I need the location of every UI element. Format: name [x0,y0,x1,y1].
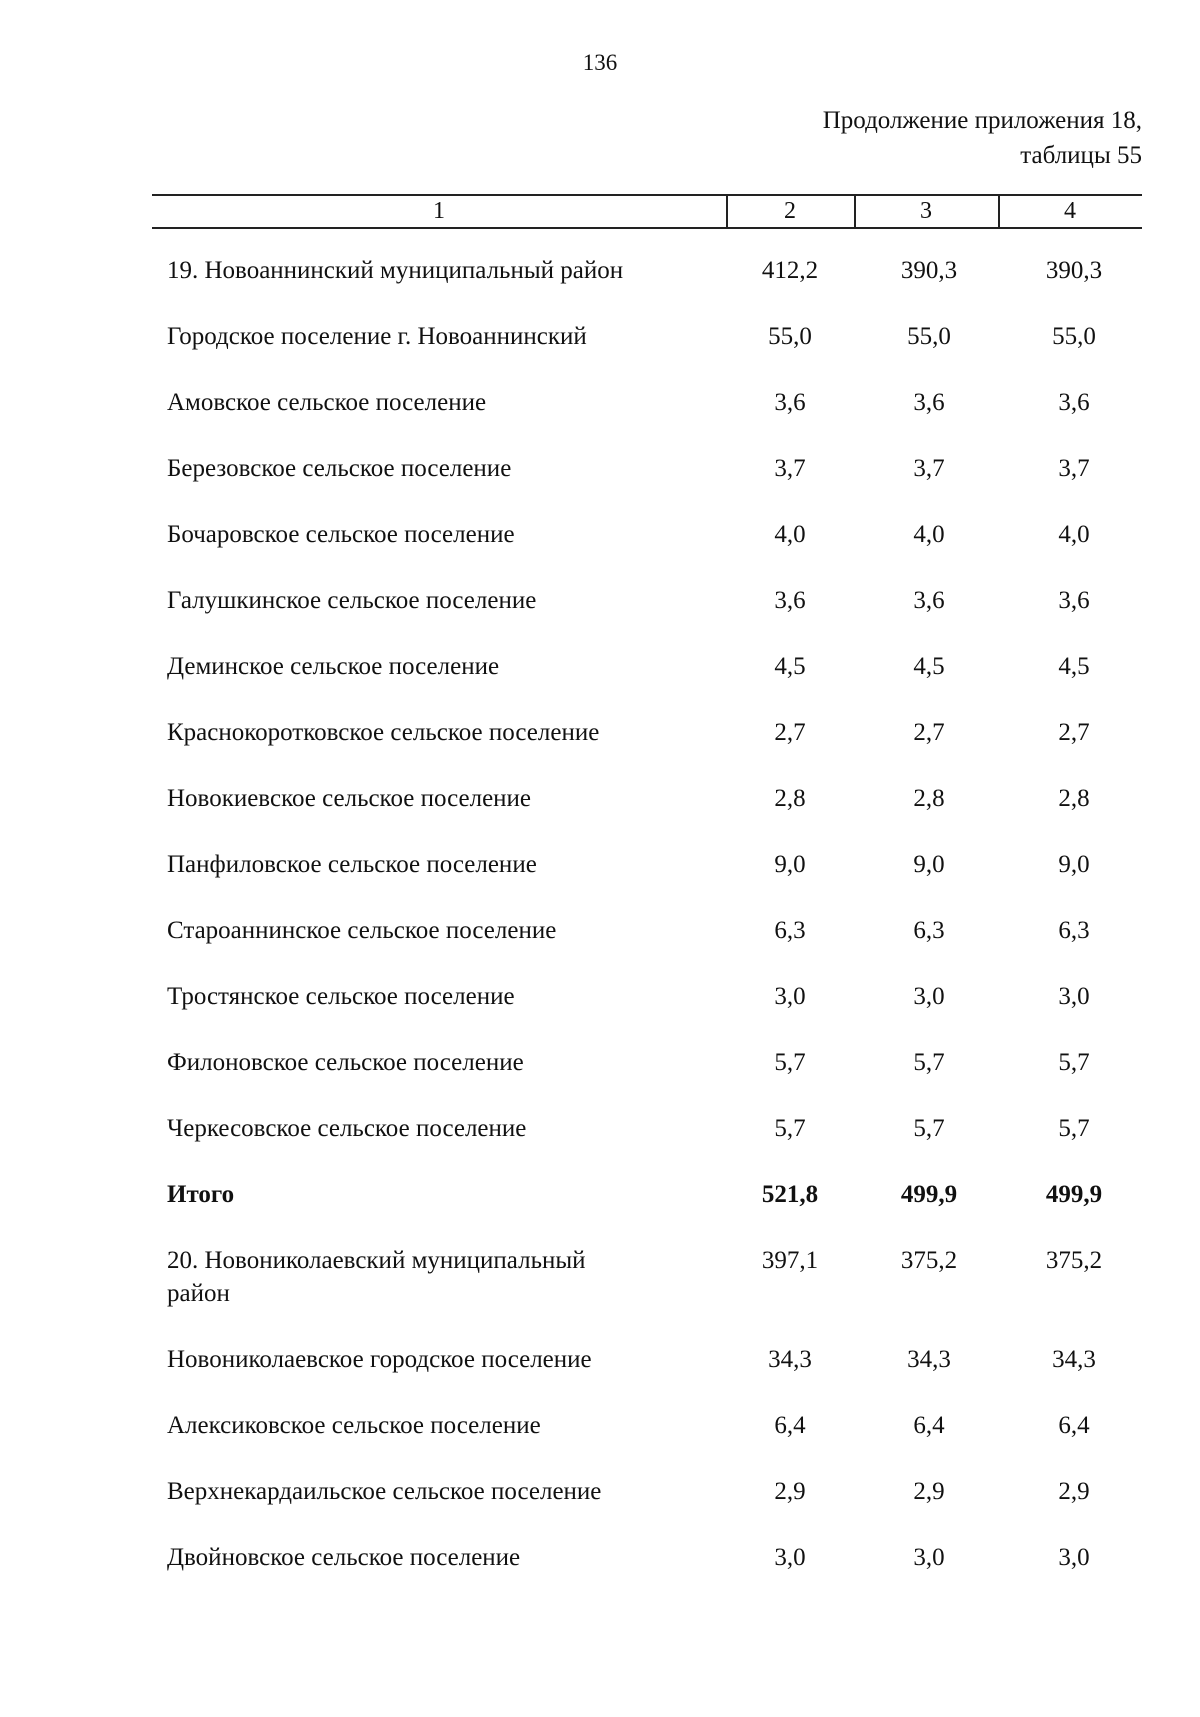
table-row [0,440,1200,506]
row-value-col3: 3,0 [913,1544,945,1571]
row-value-col3: 34,3 [907,1346,951,1373]
row-value-col2: 4,0 [774,521,806,548]
row-value-col2: 3,6 [774,587,806,614]
row-value-col2: 412,2 [761,257,819,284]
row-name: Староаннинское сельское поселение [167,917,557,944]
row-value-col3: 3,6 [913,587,945,614]
row-name: Новокиевское сельское поселение [167,785,532,812]
column-header-1: 1 [433,198,445,224]
row-value-col2: 3,7 [774,455,806,482]
row-value-col4: 5,7 [1058,1115,1090,1142]
continuation-note-line-1: Продолжение приложения 18, [822,107,1142,134]
table-row [0,572,1200,638]
row-name: Амовское сельское поселение [167,389,487,416]
row-value-col4: 3,0 [1058,1544,1090,1571]
row-name: Верхнекардаильское сельское поселение [167,1478,602,1505]
row-value-col4: 2,7 [1058,719,1090,746]
table-row [0,836,1200,902]
row-value-col2: 2,9 [774,1478,806,1505]
row-value-col2: 34,3 [768,1346,812,1373]
row-value-col3: 2,8 [913,785,945,812]
table-header [152,194,1142,229]
row-name: Березовское сельское поселение [167,455,512,482]
table-row [0,770,1200,836]
row-value-col3: 499,9 [900,1181,958,1208]
row-value-col4: 34,3 [1052,1346,1096,1373]
continuation-note-line-2: таблицы 55 [1020,142,1142,169]
table-row [0,308,1200,374]
row-value-col3: 5,7 [913,1049,945,1076]
table-row [0,638,1200,704]
row-name: 19. Новоаннинский муниципальный район [167,257,624,284]
row-value-col4: 375,2 [1045,1247,1103,1274]
row-value-col2: 3,6 [774,389,806,416]
row-value-col4: 390,3 [1045,257,1103,284]
row-value-col3: 2,9 [913,1478,945,1505]
table-row [0,242,1200,308]
row-value-col2: 55,0 [768,323,812,350]
row-value-col2: 3,0 [774,983,806,1010]
table-row [0,374,1200,440]
row-value-col3: 3,0 [913,983,945,1010]
row-name: Двойновское сельское поселение [167,1544,521,1571]
row-value-col4: 6,4 [1058,1412,1090,1439]
row-value-col3: 4,5 [913,653,945,680]
row-value-col2: 4,5 [774,653,806,680]
table-row [0,1331,1200,1397]
table-row [0,1397,1200,1463]
row-value-col4: 4,0 [1058,521,1090,548]
table-row [0,968,1200,1034]
column-header-4: 4 [1064,198,1076,224]
total-row [0,1166,1200,1232]
row-value-col3: 4,0 [913,521,945,548]
row-value-col4: 55,0 [1052,323,1096,350]
row-value-col4: 3,6 [1058,587,1090,614]
row-value-col4: 3,7 [1058,455,1090,482]
row-value-col3: 390,3 [900,257,958,284]
table-row [0,902,1200,968]
column-header-2: 2 [784,198,796,224]
row-value-col3: 6,4 [913,1412,945,1439]
table-row [0,506,1200,572]
row-value-col4: 499,9 [1045,1181,1103,1208]
row-name: Краснокоротковское сельское поселение [167,719,600,746]
row-value-col4: 5,7 [1058,1049,1090,1076]
table-row [0,1529,1200,1595]
row-name: Новониколаевское городское поселение [167,1346,592,1373]
table-row [0,704,1200,770]
row-value-col2: 5,7 [774,1115,806,1142]
row-value-col2: 2,7 [774,719,806,746]
row-value-col2: 521,8 [761,1181,819,1208]
row-name: Галушкинское сельское поселение [167,587,537,614]
row-value-col3: 55,0 [907,323,951,350]
row-value-col3: 3,6 [913,389,945,416]
row-value-col4: 3,0 [1058,983,1090,1010]
row-value-col2: 397,1 [761,1247,819,1274]
row-value-col3: 9,0 [913,851,945,878]
row-value-col2: 9,0 [774,851,806,878]
page-number: 136 [582,50,618,75]
table-row [0,1034,1200,1100]
row-value-col4: 2,8 [1058,785,1090,812]
row-value-col3: 6,3 [913,917,945,944]
row-value-col4: 2,9 [1058,1478,1090,1505]
row-name: Филоновское сельское поселение [167,1049,524,1076]
row-value-col4: 4,5 [1058,653,1090,680]
table-row [0,1100,1200,1166]
row-name: Городское поселение г. Новоаннинский [167,323,587,350]
row-value-col4: 6,3 [1058,917,1090,944]
row-value-col2: 6,4 [774,1412,806,1439]
row-value-col2: 5,7 [774,1049,806,1076]
row-value-col4: 9,0 [1058,851,1090,878]
row-value-col3: 375,2 [900,1247,958,1274]
row-value-col4: 3,6 [1058,389,1090,416]
row-value-col2: 3,0 [774,1544,806,1571]
row-name: Бочаровское сельское поселение [167,521,515,548]
row-value-col3: 3,7 [913,455,945,482]
table-body [0,242,1200,1595]
row-name: Панфиловское сельское поселение [167,851,537,878]
column-header-3: 3 [920,198,932,224]
row-value-col2: 2,8 [774,785,806,812]
row-value-col2: 6,3 [774,917,806,944]
row-value-col3: 5,7 [913,1115,945,1142]
row-name: Алексиковское сельское поселение [167,1412,541,1439]
row-name: Итого [167,1181,235,1208]
row-name: Деминское сельское поселение [167,653,500,680]
row-name: 20. Новониколаевский муниципальный район [167,1247,586,1307]
row-name: Черкесовское сельское поселение [167,1115,527,1142]
row-value-col3: 2,7 [913,719,945,746]
table-row [0,1232,1200,1331]
row-name: Тростянское сельское поселение [167,983,515,1010]
table-row [0,1463,1200,1529]
